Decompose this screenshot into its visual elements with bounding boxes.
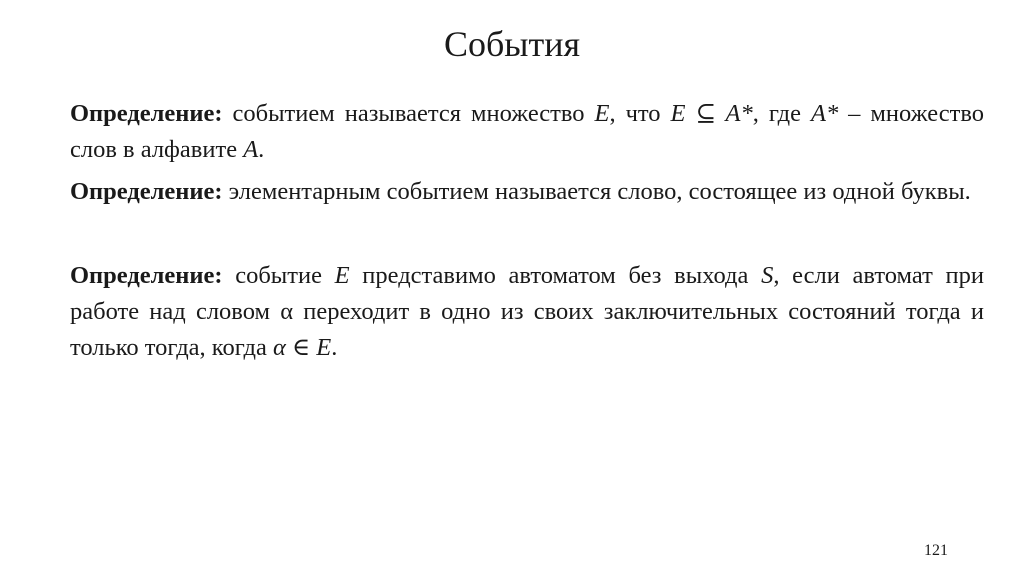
definition-representable-event: [70, 258, 984, 366]
math-symbol: S: [761, 262, 774, 289]
definition-text: , если автомат при работе над словом α переходит в одно из своих заключительных состояний тогда и только тогда, когда: [70, 262, 984, 361]
slide-content: [70, 96, 984, 366]
definition-text: событием называется множество: [222, 100, 595, 127]
definition-text: событие: [222, 262, 335, 289]
definition-text: элементарным событием называется слово, состоящее из одной буквы.: [222, 178, 971, 205]
math-symbol: E: [594, 100, 610, 127]
definition-text: , что: [609, 100, 671, 127]
math-symbol: E: [334, 262, 350, 289]
page-number: 121: [924, 542, 948, 559]
slide-title: События: [443, 24, 581, 64]
definition-term: Определение:: [70, 262, 223, 289]
definition-event: [70, 96, 984, 168]
math-expression: E ⊆ A*: [670, 100, 753, 127]
definition-text: представимо автоматом без выхода: [349, 262, 762, 289]
math-symbol: A*: [810, 100, 839, 127]
definition-text: .: [258, 136, 265, 163]
math-symbol: A: [243, 136, 259, 163]
definition-elementary-event: [70, 174, 984, 210]
definition-text: .: [331, 334, 338, 361]
definition-text: , где: [752, 100, 811, 127]
definition-term: Определение:: [70, 178, 223, 205]
math-expression: α ∈ E: [273, 334, 332, 361]
definition-term: Определение:: [70, 100, 223, 127]
definition-text: – множество слов в алфавите: [70, 100, 984, 163]
